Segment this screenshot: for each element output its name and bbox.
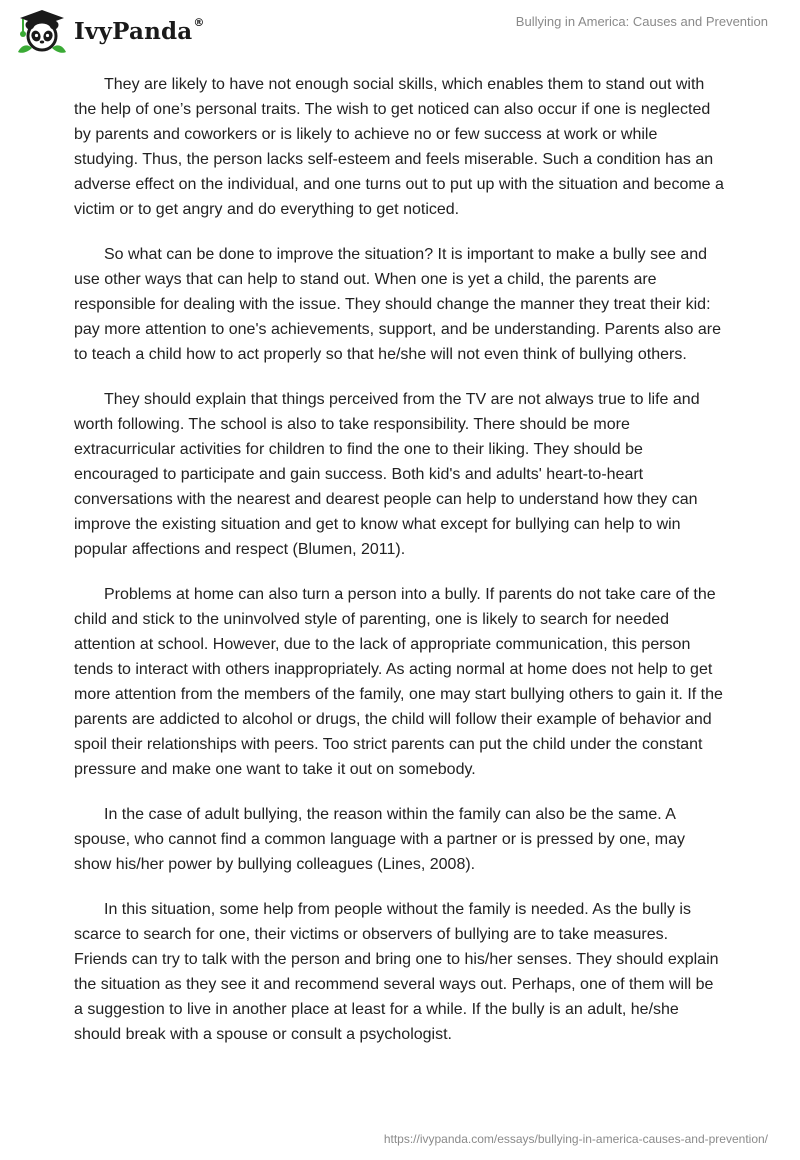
- paragraph: They should explain that things perceived from the TV are not always true to life and worth following. The school is also to take responsibility. There should be more extracurricular activities for children to find the one to their liking. They should be encouraged to participate and gain success. Both kid's and adults' heart-to-heart conversations with the nearest and dearest people can help to understand how they can improve the existing situation and get to know what except for bullying can help to win popular affections and respect (Blumen, 2011).: [74, 391, 700, 558]
- paragraph: They are likely to have not enough social skills, which enables them to stand out with the help of one’s personal traits. The wish to get noticed can also occur if one is neglected by parents and coworkers or is likely to achieve no or few success at work or while studying. Thus, the person lacks self-esteem and feels miserable. Such a condition has an adverse effect on the individual, and one turns out to put up with the situation and become a victim or to get angry and do everything to get noticed.: [74, 76, 724, 218]
- paragraph: In the case of adult bullying, the reason within the family can also be the same. A spouse, who cannot find a common language with a partner or is pressed by one, may show his/her power by bullying colleagues (Lines, 2008).: [74, 806, 686, 873]
- ivypanda-logo[interactable]: [14, 8, 205, 54]
- paragraph: So what can be done to improve the situation? It is important to make a bully see and use other ways that can help to stand out. When one is yet a child, the parents are responsible for dealing with the issue. They should change the manner they treat their kid: pay more attention to one's achievements, support, and be understanding. Parents also are to teach a child how to act properly so that he/she will not even think of bullying others.: [74, 246, 722, 363]
- logo-wordmark: [74, 15, 205, 45]
- document-title: Bullying in America: Causes and Prevention: [515, 14, 768, 29]
- source-url[interactable]: https://ivypanda.com/essays/bullying-in-america-causes-and-prevention/: [383, 1132, 768, 1146]
- panda-graduate-icon: [14, 8, 70, 54]
- paragraph: Problems at home can also turn a person into a bully. If parents do not take care of the child and stick to the uninvolved style of parenting, one is likely to search for needed attention at school. However, due to the lack of appropriate communication, this person tends to interact with others inappropriately. As acting normal at home does not help to get more attention from the members of the family, one may start bullying others to gain it. If the parents are addicted to alcohol or drugs, the child will follow their example of behavior and spoil their relationships with peers. Too strict parents can put the child under the constant pressure and make one want to take it out on somebody.: [74, 586, 723, 778]
- paragraph: In this situation, some help from people without the family is needed. As the bully is scarce to search for one, their victims or observers of bullying are to take measures. Friends can try to talk with the person and bring one to his/her senses. They should explain the situation as they see it and recommend several ways out. Perhaps, one of them will be a suggestion to live in another place at least for a while. If the bully is an adult, he/she should break with a spouse or consult a psychologist.: [74, 901, 719, 1043]
- essay-body: [74, 72, 724, 1067]
- logo-text: IvyPanda: [74, 17, 193, 45]
- registered-mark: ®: [193, 15, 205, 29]
- page-header: [0, 0, 800, 60]
